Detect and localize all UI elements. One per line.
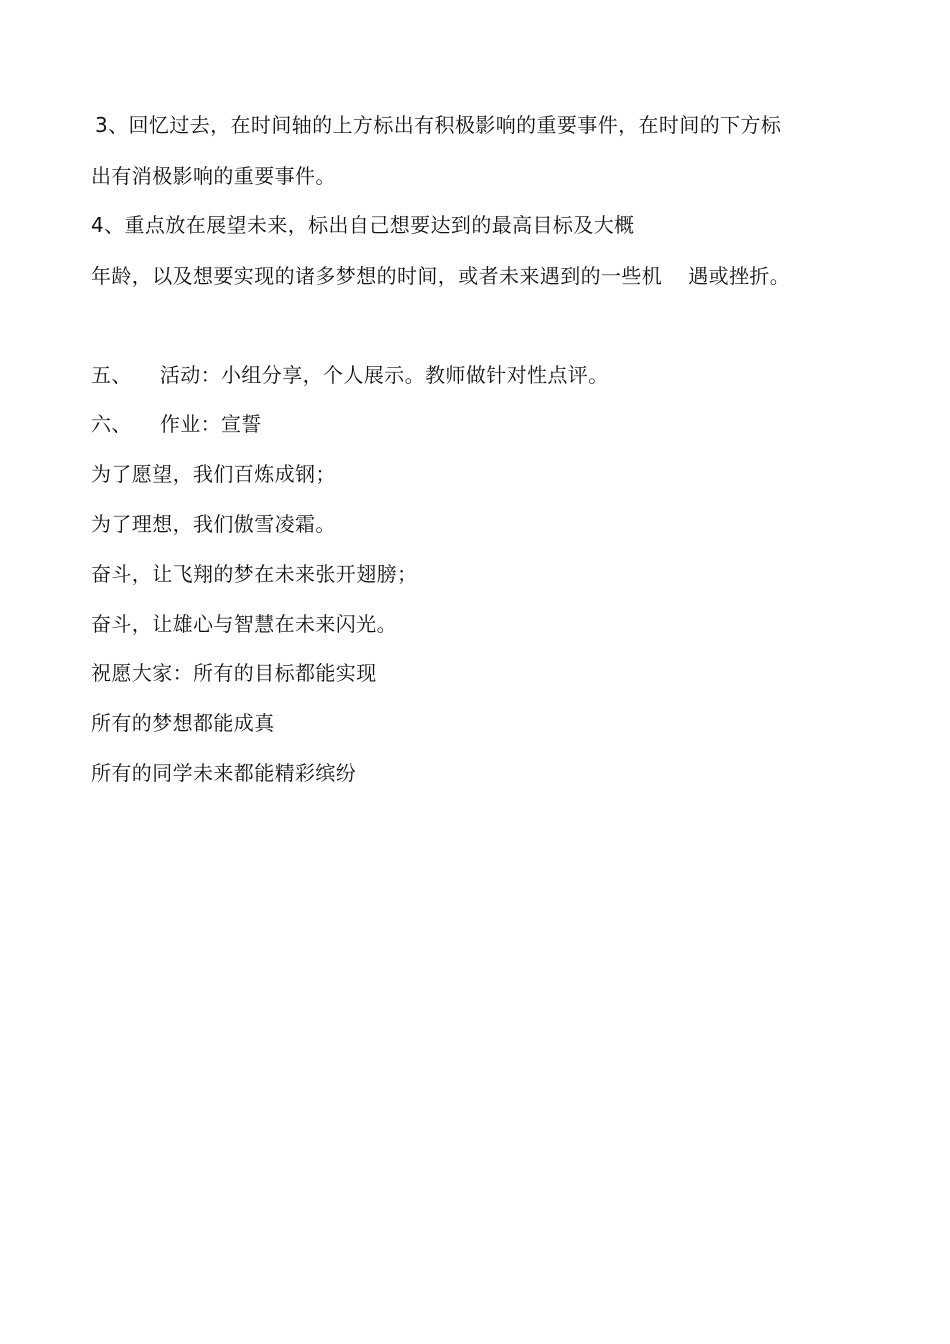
oath-line: 所有的同学未来都能精彩缤纷	[91, 761, 357, 785]
oath-line: 奋斗，让雄心与智慧在未来闪光。	[91, 612, 397, 636]
step3-line-1: 3、回忆过去，在时间轴的上方标出有积极影响的重要事件，在时间的下方标	[95, 113, 782, 137]
oath-line: 奋斗，让飞翔的梦在未来张开翅膀；	[91, 562, 418, 586]
oath-line: 为了理想，我们傲雪凌霜。	[91, 512, 336, 536]
step4-line-2	[91, 263, 790, 289]
oath-line: 为了愿望，我们百炼成钢；	[91, 462, 336, 486]
step4-line-1: 4、重点放在展望未来，标出自己想要达到的最高目标及大概	[91, 213, 635, 237]
step4-line-2-part-a: 年龄，以及想要实现的诸多梦想的时间，或者未来遇到的一些机	[91, 264, 663, 288]
section-5-text: 活动：小组分享，个人展示。教师做针对性点评。	[159, 363, 609, 387]
section-6-text: 作业：宣誓	[159, 412, 262, 436]
step4-line-2-part-b: 遇或挫折。	[688, 264, 791, 288]
section-6-heading	[91, 411, 262, 437]
oath-line: 祝愿大家：所有的目标都能实现	[91, 661, 377, 685]
step3-line-2: 出有消极影响的重要事件。	[91, 164, 336, 188]
section-5-heading	[91, 362, 609, 388]
section-6-number: 六、	[91, 412, 132, 436]
oath-line: 所有的梦想都能成真	[91, 711, 275, 735]
section-5-number: 五、	[91, 363, 132, 387]
